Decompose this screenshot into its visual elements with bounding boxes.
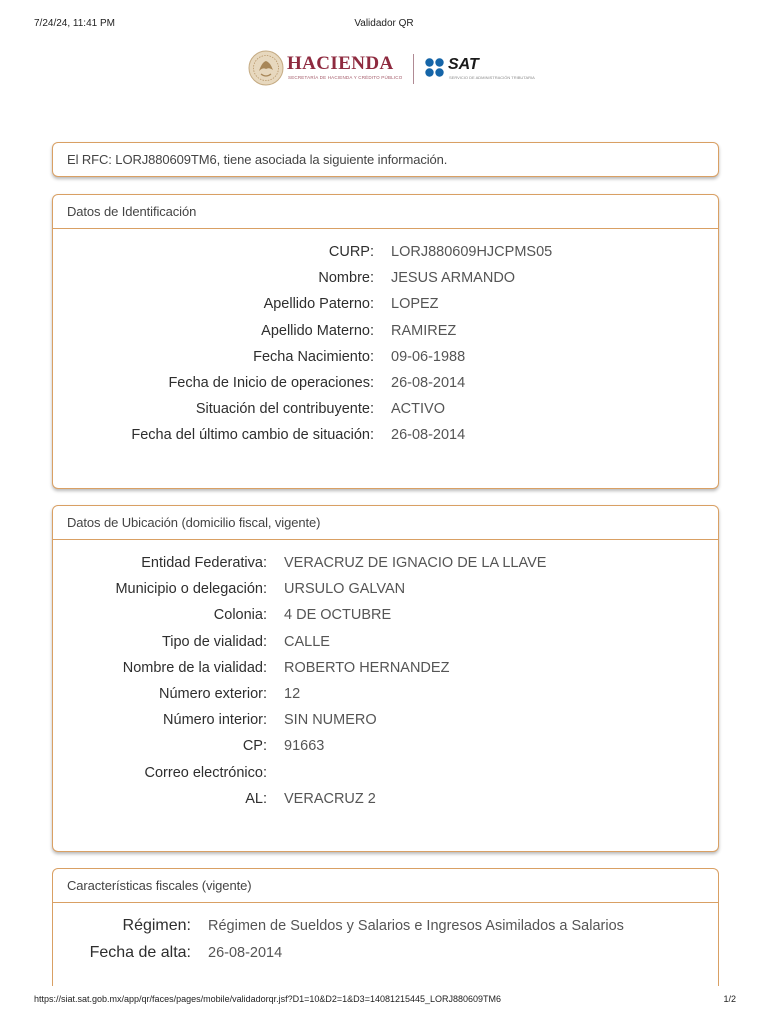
field-value: CALLE [284,633,330,650]
sat-logo-subtext: SERVICIO DE ADMINISTRACIÓN TRIBUTARIA [449,75,535,80]
row-numero-exterior [53,681,718,707]
print-url: https://siat.sat.gob.mx/app/qr/faces/pages/mobile/validadorqr.jsf?D1=10&D2=1&D3=14081215445_LORJ880609TM6 [34,994,502,1004]
field-label: Fecha de alta: [89,943,191,961]
field-label: Situación del contribuyente: [195,401,374,418]
row-colonia [53,602,718,628]
rfc-intro-text: El RFC: LORJ880609TM6, tiene asociada la siguiente información. [67,152,448,167]
row-tipo-vialidad [53,629,718,655]
field-value: JESUS ARMANDO [391,270,516,287]
hacienda-logo-subtext: SECRETARÍA DE HACIENDA Y CRÉDITO PÚBLICO [288,75,403,80]
field-value: 12 [284,685,301,702]
field-value: Régimen de Sueldos y Salarios e Ingresos Asimilados a Salarios [208,918,624,934]
field-value: ACTIVO [391,401,445,418]
field-label: CP: [242,738,267,755]
field-value: 26-08-2014 [391,427,466,444]
identificacion-card [52,194,719,489]
field-label: Correo electrónico: [144,764,267,781]
logo-divider [413,54,414,84]
ubicacion-title: Datos de Ubicación (domicilio fiscal, vigente) [53,506,718,540]
row-curp [53,239,718,265]
field-label: Entidad Federativa: [141,555,267,571]
print-title: Validador QR [354,18,414,29]
field-label: Fecha de Inicio de operaciones: [168,374,374,391]
field-value: VERACRUZ 2 [284,790,376,807]
field-value: 09-06-1988 [391,348,466,365]
print-page-number: 1/2 [723,994,736,1004]
field-label: Apellido Paterno: [263,296,374,313]
sat-dots-icon [424,57,446,79]
field-label: Régimen: [122,917,191,934]
field-value: URSULO GALVAN [284,581,406,598]
field-label: Colonia: [213,607,267,624]
field-label: Municipio o delegación: [115,581,267,598]
hacienda-logo-text: HACIENDA [287,53,394,74]
row-al [53,786,718,812]
field-value: 26-08-2014 [208,944,283,961]
rfc-intro-card [52,142,719,177]
row-cp [53,733,718,759]
print-footer [0,994,768,1008]
field-label: Fecha del último cambio de situación: [131,427,374,444]
caracteristicas-rows [53,903,718,966]
identificacion-title: Datos de Identificación [53,195,718,229]
row-ultimo-cambio [53,422,718,448]
row-situacion [53,396,718,422]
print-date: 7/24/24, 11:41 PM [34,18,115,29]
row-fecha-inicio-operaciones [53,370,718,396]
row-correo [53,760,718,786]
field-value: ROBERTO HERNANDEZ [284,659,450,676]
field-label: Nombre: [318,270,374,287]
row-municipio [53,576,718,602]
sat-logo-text: SAT [448,56,479,73]
field-value: LORJ880609HJCPMS05 [391,244,553,260]
field-label: Fecha Nacimiento: [253,348,374,365]
field-label: Nombre de la vialidad: [122,659,267,676]
field-value: VERACRUZ DE IGNACIO DE LA LLAVE [284,555,547,571]
field-value: RAMIREZ [391,322,457,339]
field-value: 4 DE OCTUBRE [284,607,392,624]
row-fecha-nacimiento [53,344,718,370]
field-value: 91663 [284,738,325,755]
field-label: Apellido Materno: [261,322,374,339]
row-apellido-materno [53,318,718,344]
field-value: SIN NUMERO [284,712,377,729]
field-value: 26-08-2014 [391,374,466,391]
field-label: CURP: [328,244,374,260]
ubicacion-rows [53,540,718,812]
row-numero-interior [53,707,718,733]
row-nombre [53,265,718,291]
caracteristicas-card [52,868,719,986]
field-label: AL: [245,790,267,807]
mexico-seal-icon [248,50,284,86]
identificacion-rows [53,229,718,449]
header-logos [248,50,538,88]
row-fecha-alta [53,940,718,967]
row-apellido-paterno [53,291,718,317]
field-label: Número interior: [163,712,267,729]
print-header [0,18,768,32]
field-label: Tipo de vialidad: [161,633,267,650]
row-regimen [53,913,718,940]
field-label: Número exterior: [159,685,267,702]
row-entidad [53,550,718,576]
row-nombre-vialidad [53,655,718,681]
field-value: LOPEZ [391,296,439,313]
caracteristicas-title: Características fiscales (vigente) [53,869,718,903]
ubicacion-card [52,505,719,852]
